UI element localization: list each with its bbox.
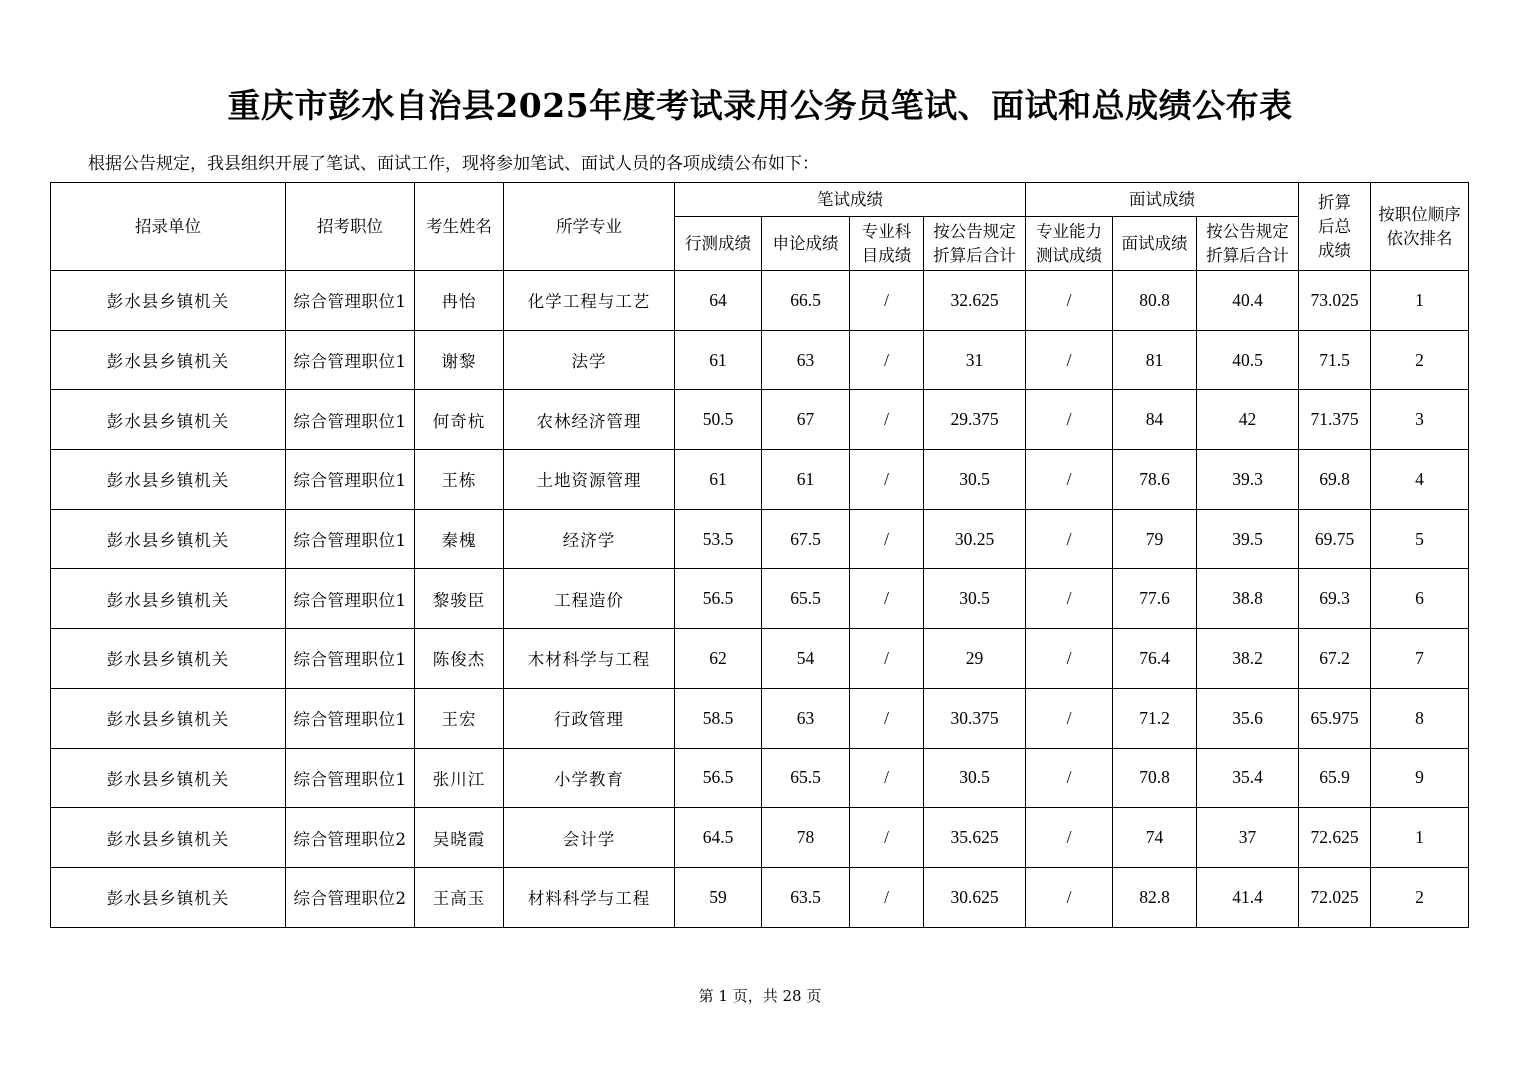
table-row <box>51 330 1469 390</box>
cell-name: 谢黎 <box>415 330 504 390</box>
scores-table <box>50 182 1469 928</box>
cell-written-converted: 35.625 <box>924 808 1026 868</box>
cell-specialty: / <box>850 867 924 927</box>
cell-written-converted: 30.25 <box>924 509 1026 569</box>
header-unit: 招录单位 <box>51 183 286 271</box>
header-name: 考生姓名 <box>415 183 504 271</box>
cell-unit: 彭水县乡镇机关 <box>51 867 286 927</box>
header-position: 招考职位 <box>286 183 415 271</box>
cell-specialty: / <box>850 271 924 331</box>
cell-interview: 80.8 <box>1113 271 1197 331</box>
page-number: 第 1 页，共 28 页 <box>698 987 822 1005</box>
cell-position: 综合管理职位1 <box>286 271 415 331</box>
header-interview-converted: 按公告规定折算后合计 <box>1197 217 1299 271</box>
cell-specialty: / <box>850 629 924 689</box>
cell-total: 69.3 <box>1299 569 1371 629</box>
cell-interview: 81 <box>1113 330 1197 390</box>
cell-name: 黎骏臣 <box>415 569 504 629</box>
cell-aptitude: 61 <box>675 450 762 510</box>
cell-interview: 74 <box>1113 808 1197 868</box>
cell-essay: 66.5 <box>762 271 850 331</box>
header-essay: 申论成绩 <box>762 217 850 271</box>
cell-major: 土地资源管理 <box>504 450 675 510</box>
cell-aptitude: 64.5 <box>675 808 762 868</box>
cell-unit: 彭水县乡镇机关 <box>51 629 286 689</box>
cell-interview-converted: 38.2 <box>1197 629 1299 689</box>
cell-major: 小学教育 <box>504 748 675 808</box>
cell-major: 经济学 <box>504 509 675 569</box>
table-row <box>51 569 1469 629</box>
cell-position: 综合管理职位1 <box>286 629 415 689</box>
cell-name: 何奇杭 <box>415 390 504 450</box>
cell-written-converted: 29 <box>924 629 1026 689</box>
header-interview-group: 面试成绩 <box>1026 183 1299 217</box>
cell-unit: 彭水县乡镇机关 <box>51 271 286 331</box>
cell-interview-converted: 41.4 <box>1197 867 1299 927</box>
cell-rank: 2 <box>1371 867 1469 927</box>
cell-name: 张川江 <box>415 748 504 808</box>
cell-interview-converted: 40.4 <box>1197 271 1299 331</box>
cell-aptitude: 56.5 <box>675 569 762 629</box>
cell-name: 王栋 <box>415 450 504 510</box>
cell-major: 法学 <box>504 330 675 390</box>
cell-professional-test: / <box>1026 688 1113 748</box>
page-title: 重庆市彭水自治县2025年度考试录用公务员笔试、面试和总成绩公布表 <box>227 86 1293 125</box>
table-row <box>51 450 1469 510</box>
cell-name: 秦槐 <box>415 509 504 569</box>
cell-essay: 67 <box>762 390 850 450</box>
cell-aptitude: 62 <box>675 629 762 689</box>
cell-interview: 71.2 <box>1113 688 1197 748</box>
cell-major: 会计学 <box>504 808 675 868</box>
cell-total: 69.75 <box>1299 509 1371 569</box>
cell-position: 综合管理职位1 <box>286 509 415 569</box>
table-row <box>51 509 1469 569</box>
cell-specialty: / <box>850 330 924 390</box>
cell-specialty: / <box>850 808 924 868</box>
cell-aptitude: 56.5 <box>675 748 762 808</box>
cell-major: 工程造价 <box>504 569 675 629</box>
table-row <box>51 748 1469 808</box>
cell-written-converted: 32.625 <box>924 271 1026 331</box>
cell-interview-converted: 40.5 <box>1197 330 1299 390</box>
cell-unit: 彭水县乡镇机关 <box>51 748 286 808</box>
cell-interview: 77.6 <box>1113 569 1197 629</box>
cell-major: 农林经济管理 <box>504 390 675 450</box>
cell-professional-test: / <box>1026 808 1113 868</box>
cell-specialty: / <box>850 450 924 510</box>
table-row <box>51 629 1469 689</box>
cell-major: 化学工程与工艺 <box>504 271 675 331</box>
cell-professional-test: / <box>1026 748 1113 808</box>
table-row <box>51 808 1469 868</box>
cell-essay: 65.5 <box>762 748 850 808</box>
cell-total: 69.8 <box>1299 450 1371 510</box>
cell-specialty: / <box>850 569 924 629</box>
cell-specialty: / <box>850 688 924 748</box>
cell-total: 65.975 <box>1299 688 1371 748</box>
cell-aptitude: 58.5 <box>675 688 762 748</box>
cell-position: 综合管理职位1 <box>286 450 415 510</box>
cell-written-converted: 30.375 <box>924 688 1026 748</box>
cell-aptitude: 50.5 <box>675 390 762 450</box>
cell-rank: 2 <box>1371 330 1469 390</box>
cell-rank: 5 <box>1371 509 1469 569</box>
cell-unit: 彭水县乡镇机关 <box>51 390 286 450</box>
header-total: 折算后总成绩 <box>1299 183 1371 271</box>
cell-interview-converted: 38.8 <box>1197 569 1299 629</box>
cell-position: 综合管理职位2 <box>286 808 415 868</box>
cell-professional-test: / <box>1026 271 1113 331</box>
header-major: 所学专业 <box>504 183 675 271</box>
cell-interview: 82.8 <box>1113 867 1197 927</box>
cell-rank: 7 <box>1371 629 1469 689</box>
cell-name: 吴晓霞 <box>415 808 504 868</box>
cell-interview-converted: 35.4 <box>1197 748 1299 808</box>
cell-total: 71.375 <box>1299 390 1371 450</box>
cell-total: 65.9 <box>1299 748 1371 808</box>
cell-specialty: / <box>850 748 924 808</box>
cell-interview-converted: 42 <box>1197 390 1299 450</box>
cell-professional-test: / <box>1026 330 1113 390</box>
cell-position: 综合管理职位1 <box>286 688 415 748</box>
cell-written-converted: 31 <box>924 330 1026 390</box>
cell-professional-test: / <box>1026 629 1113 689</box>
header-specialty: 专业科目成绩 <box>850 217 924 271</box>
cell-position: 综合管理职位1 <box>286 569 415 629</box>
cell-total: 67.2 <box>1299 629 1371 689</box>
cell-professional-test: / <box>1026 450 1113 510</box>
cell-interview: 70.8 <box>1113 748 1197 808</box>
header-rank: 按职位顺序依次排名 <box>1371 183 1469 271</box>
cell-written-converted: 29.375 <box>924 390 1026 450</box>
cell-interview-converted: 35.6 <box>1197 688 1299 748</box>
cell-position: 综合管理职位1 <box>286 748 415 808</box>
cell-rank: 8 <box>1371 688 1469 748</box>
cell-total: 71.5 <box>1299 330 1371 390</box>
cell-professional-test: / <box>1026 509 1113 569</box>
table-row <box>51 271 1469 331</box>
cell-interview: 78.6 <box>1113 450 1197 510</box>
header-aptitude: 行测成绩 <box>675 217 762 271</box>
cell-unit: 彭水县乡镇机关 <box>51 450 286 510</box>
table-row <box>51 688 1469 748</box>
cell-essay: 65.5 <box>762 569 850 629</box>
cell-aptitude: 59 <box>675 867 762 927</box>
table-row <box>51 867 1469 927</box>
cell-total: 72.025 <box>1299 867 1371 927</box>
cell-rank: 4 <box>1371 450 1469 510</box>
table-header <box>51 183 1469 271</box>
cell-aptitude: 64 <box>675 271 762 331</box>
cell-essay: 63.5 <box>762 867 850 927</box>
cell-professional-test: / <box>1026 569 1113 629</box>
cell-major: 材料科学与工程 <box>504 867 675 927</box>
cell-unit: 彭水县乡镇机关 <box>51 808 286 868</box>
table-row <box>51 390 1469 450</box>
cell-written-converted: 30.5 <box>924 569 1026 629</box>
cell-professional-test: / <box>1026 867 1113 927</box>
cell-major: 木材科学与工程 <box>504 629 675 689</box>
cell-written-converted: 30.625 <box>924 867 1026 927</box>
cell-interview: 84 <box>1113 390 1197 450</box>
cell-interview-converted: 39.3 <box>1197 450 1299 510</box>
cell-essay: 63 <box>762 688 850 748</box>
cell-aptitude: 61 <box>675 330 762 390</box>
cell-total: 72.625 <box>1299 808 1371 868</box>
header-interview: 面试成绩 <box>1113 217 1197 271</box>
cell-essay: 67.5 <box>762 509 850 569</box>
cell-written-converted: 30.5 <box>924 748 1026 808</box>
cell-essay: 61 <box>762 450 850 510</box>
cell-position: 综合管理职位1 <box>286 330 415 390</box>
header-written-converted: 按公告规定折算后合计 <box>924 217 1026 271</box>
cell-total: 73.025 <box>1299 271 1371 331</box>
cell-interview: 76.4 <box>1113 629 1197 689</box>
cell-essay: 54 <box>762 629 850 689</box>
cell-rank: 9 <box>1371 748 1469 808</box>
table-body <box>51 271 1469 928</box>
cell-interview: 79 <box>1113 509 1197 569</box>
cell-unit: 彭水县乡镇机关 <box>51 509 286 569</box>
cell-position: 综合管理职位1 <box>286 390 415 450</box>
cell-unit: 彭水县乡镇机关 <box>51 688 286 748</box>
cell-name: 陈俊杰 <box>415 629 504 689</box>
cell-specialty: / <box>850 509 924 569</box>
header-professional-test: 专业能力测试成绩 <box>1026 217 1113 271</box>
cell-rank: 1 <box>1371 271 1469 331</box>
cell-rank: 1 <box>1371 808 1469 868</box>
cell-major: 行政管理 <box>504 688 675 748</box>
cell-name: 王高玉 <box>415 867 504 927</box>
cell-rank: 6 <box>1371 569 1469 629</box>
header-written-group: 笔试成绩 <box>675 183 1026 217</box>
cell-position: 综合管理职位2 <box>286 867 415 927</box>
cell-name: 王宏 <box>415 688 504 748</box>
cell-written-converted: 30.5 <box>924 450 1026 510</box>
cell-unit: 彭水县乡镇机关 <box>51 569 286 629</box>
cell-essay: 78 <box>762 808 850 868</box>
cell-professional-test: / <box>1026 390 1113 450</box>
cell-aptitude: 53.5 <box>675 509 762 569</box>
cell-interview-converted: 39.5 <box>1197 509 1299 569</box>
cell-name: 冉怡 <box>415 271 504 331</box>
cell-rank: 3 <box>1371 390 1469 450</box>
cell-specialty: / <box>850 390 924 450</box>
intro-text: 根据公告规定，我县组织开展了笔试、面试工作，现将参加笔试、面试人员的各项成绩公布如下： <box>88 154 819 174</box>
cell-unit: 彭水县乡镇机关 <box>51 330 286 390</box>
cell-essay: 63 <box>762 330 850 390</box>
cell-interview-converted: 37 <box>1197 808 1299 868</box>
